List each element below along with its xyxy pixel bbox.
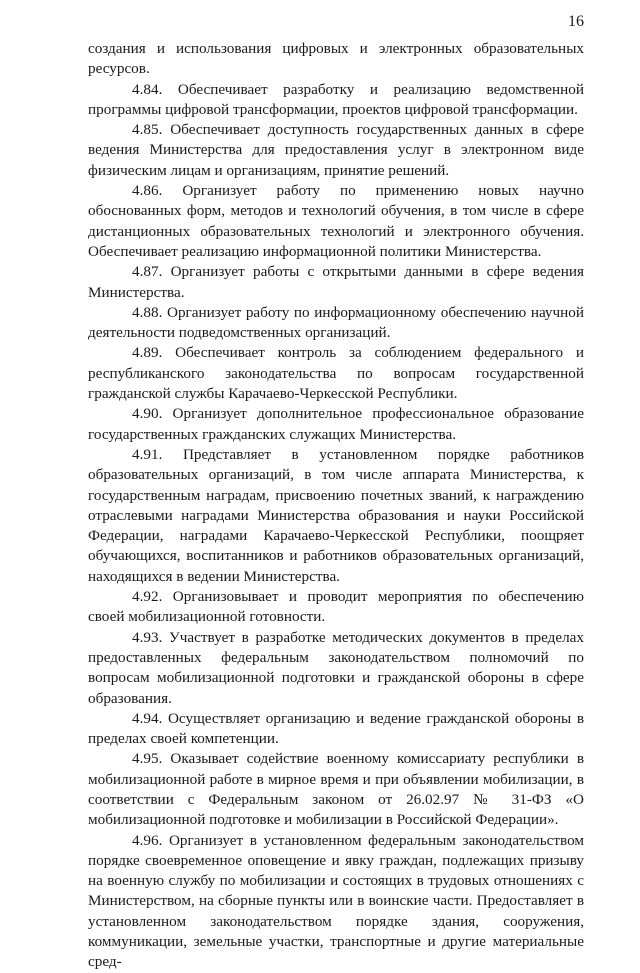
paragraph: 4.95. Оказывает содействие военному комиссариату республики в мобилизационной работе в мирное время и при объявлении мобилизации, в соответствии с Федеральным законом от 26.02.97 № 31-ФЗ «О мобилизационной подготовке и мобилизации в Российской Федерации». (88, 750, 584, 829)
paragraph: 4.88. Организует работу по информационному обеспечению научной деятельности подведомственных организаций. (88, 303, 584, 342)
paragraph: 4.86. Организует работу по применению новых научно обоснованных форм, методов и технологий обучения, в том числе в сфере дистанционных образовательных технологий и электронного обучения. Обеспечивает реализацию информационной политики Министерства. (88, 182, 584, 260)
paragraph: 4.94. Осуществляет организацию и ведение гражданской обороны в пределах своей компетенции. (88, 709, 584, 748)
paragraph: 4.93. Участвует в разработке методических документов в пределах предоставленных федеральным законодательством полномочий по вопросам мобилизационной подготовки и гражданской обороны в сфере образования. (88, 628, 584, 707)
paragraph: 4.92. Организовывает и проводит мероприятия по обеспечению своей мобилизационной готовности. (88, 588, 584, 626)
page-number: 16 (568, 13, 584, 30)
paragraph: 4.90. Организует дополнительное профессиональное образование государственных гражданских служащих Министерства. (88, 405, 584, 443)
paragraph: 4.96. Организует в установленном федеральным законодательством порядке своевременное оповещение и явку граждан, подлежащих призыву на военную службу по мобилизации и состоящих в трудовых отношениях с Министерством, на сборные пункты или в воинские части. Предоставляет в установленном законодательством порядке здания, сооружения, коммуникации, земельные участки, транспортные и другие материальные сред- (88, 831, 584, 971)
paragraph: 4.84. Обеспечивает разработку и реализацию ведомственной программы цифровой трансформации, проектов цифровой трансформации. (88, 80, 584, 118)
paragraph: 4.91. Представляет в установленном порядке работников образовательных организаций, в том числе аппарата Министерства, к государственным наградам, присвоению почетных званий, к награждению отраслевыми наградами Министерства образования и науки Российской Федерации, наградами Карачаево-Черкесской Республики, поощряет обучающихся, воспитанников и работников образовательных организаций, находящихся в ведении Министерства. (88, 445, 584, 585)
document-body (88, 39, 584, 973)
paragraph: 4.87. Организует работы с открытыми данными в сфере ведения Министерства. (88, 263, 584, 301)
paragraph: создания и использования цифровых и электронных образовательных ресурсов. (88, 40, 584, 78)
paragraph: 4.89. Обеспечивает контроль за соблюдением федерального и республиканского законодательства по вопросам государственной гражданской службы Карачаево-Черкесской Республики. (88, 344, 584, 403)
paragraph: 4.85. Обеспечивает доступность государственных данных в сфере ведения Министерства для предоставления услуг в электронном виде физическим лицам и организациям, принятие решений. (88, 121, 584, 179)
